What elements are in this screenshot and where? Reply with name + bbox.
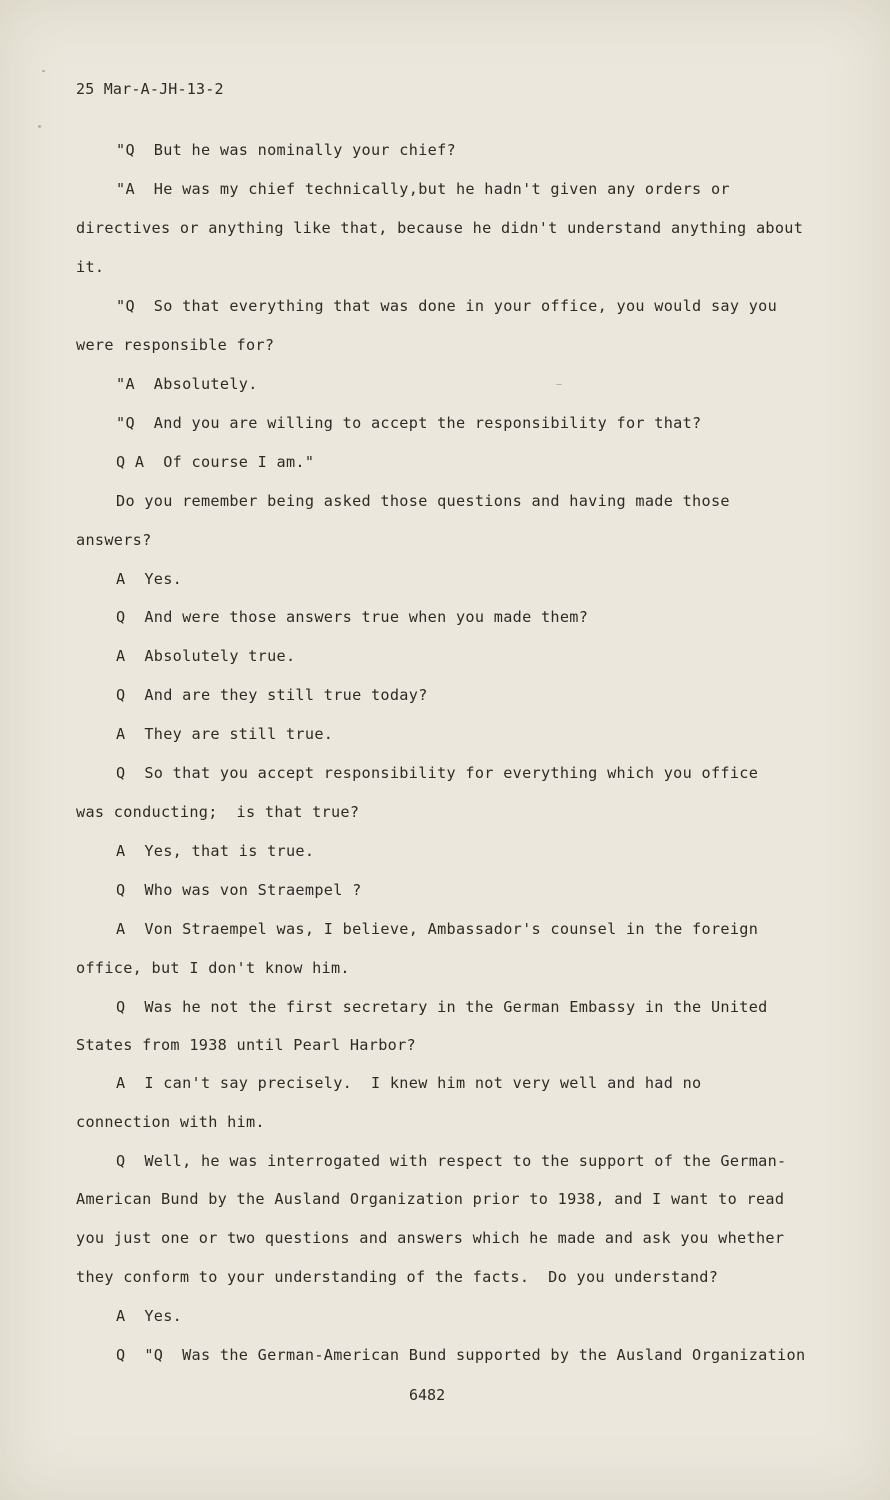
- transcript-line: "A He was my chief technically,but he hadn't given any orders or: [116, 180, 730, 198]
- transcript-line: American Bund by the Ausland Organization prior to 1938, and I want to read: [76, 1190, 785, 1208]
- transcript-line: A Yes, that is true.: [116, 842, 315, 860]
- transcript-line: you just one or two questions and answers which he made and ask you whether: [76, 1229, 785, 1247]
- transcript-line: office, but I don't know him.: [76, 959, 350, 977]
- transcript-line: were responsible for?: [76, 336, 275, 354]
- transcript-line: Q Who was von Straempel ?: [116, 881, 362, 899]
- transcript-line: answers?: [76, 531, 152, 549]
- transcript-line: A Absolutely true.: [116, 647, 296, 665]
- transcript-line: A Yes.: [116, 570, 183, 588]
- transcript-line: was conducting; is that true?: [76, 803, 360, 821]
- paper-speck: [42, 70, 45, 72]
- transcript-line: A Von Straempel was, I believe, Ambassador's counsel in the foreign: [116, 920, 759, 938]
- transcript-line: Q And were those answers true when you made them?: [116, 608, 589, 626]
- transcript-line: Q "Q Was the German-American Bund supported by the Ausland Organization: [116, 1346, 806, 1364]
- transcript-line: it.: [76, 258, 105, 276]
- transcript-line: "Q So that everything that was done in your office, you would say you: [116, 297, 778, 315]
- transcript-line: "Q But he was nominally your chief?: [116, 141, 456, 159]
- page-number: 6482: [409, 1386, 446, 1404]
- transcript-line: connection with him.: [76, 1113, 265, 1131]
- transcript-line: they conform to your understanding of the facts. Do you understand?: [76, 1268, 719, 1286]
- transcript-line: Q So that you accept responsibility for everything which you office: [116, 764, 759, 782]
- transcript-line: States from 1938 until Pearl Harbor?: [76, 1036, 416, 1054]
- transcript-line: A They are still true.: [116, 725, 334, 743]
- transcript-line: A Yes.: [116, 1307, 183, 1325]
- transcript-line: directives or anything like that, because he didn't understand anything about: [76, 219, 804, 237]
- transcript-line: Do you remember being asked those questions and having made those: [116, 492, 730, 510]
- paper-speck: [556, 384, 562, 385]
- transcript-line: "A Absolutely.: [116, 375, 258, 393]
- paper-speck: [38, 125, 41, 128]
- transcript-line: A I can't say precisely. I knew him not very well and had no: [116, 1074, 702, 1092]
- transcript-line: "Q And you are willing to accept the responsibility for that?: [116, 414, 702, 432]
- transcript-line: Q Was he not the first secretary in the German Embassy in the United: [116, 998, 768, 1016]
- transcript-line: Q A Of course I am.": [116, 453, 315, 471]
- transcript-line: Q And are they still true today?: [116, 686, 428, 704]
- transcript-line: Q Well, he was interrogated with respect to the support of the German-: [116, 1152, 787, 1170]
- document-reference: 25 Mar-A-JH-13-2: [76, 80, 224, 98]
